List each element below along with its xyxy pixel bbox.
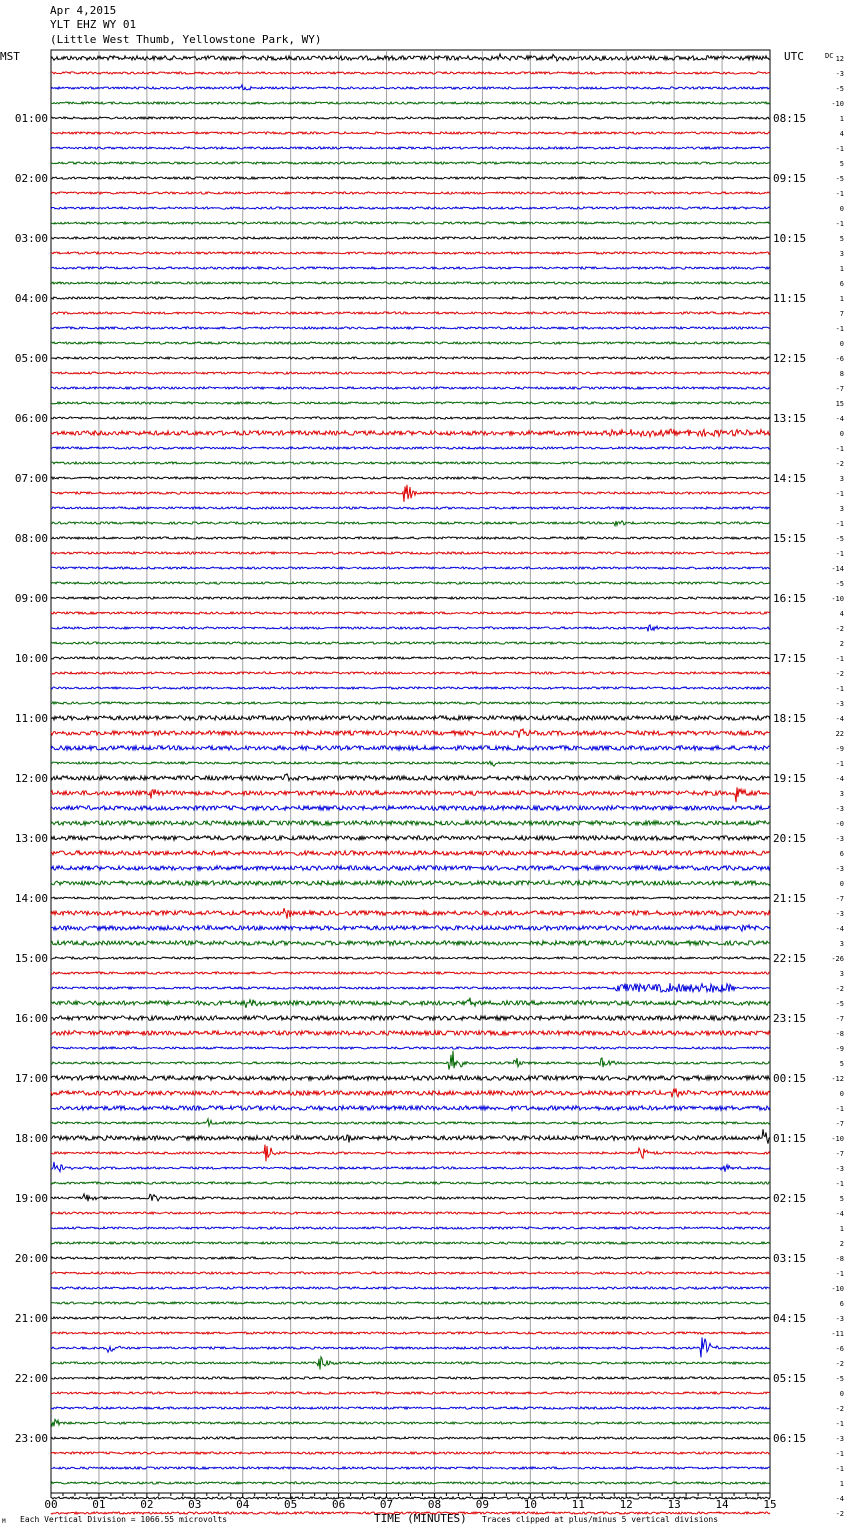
seismic-trace bbox=[51, 147, 770, 149]
right-time-label: 20:15 bbox=[773, 832, 807, 845]
dc-offset-label: -1 bbox=[835, 655, 844, 663]
seismic-trace bbox=[51, 327, 770, 329]
left-time-label: 23:00 bbox=[14, 1432, 48, 1445]
seismic-trace bbox=[51, 312, 770, 314]
seismic-trace bbox=[51, 702, 770, 704]
seismic-trace bbox=[51, 1287, 770, 1289]
seismic-trace bbox=[51, 716, 770, 720]
dc-offset-label: -8 bbox=[835, 1030, 844, 1038]
left-timezone-label: MST bbox=[0, 50, 20, 63]
dc-offset-label: 3 bbox=[839, 505, 844, 513]
seismic-trace bbox=[51, 787, 770, 802]
left-time-label: 08:00 bbox=[14, 532, 48, 545]
seismic-trace bbox=[51, 1242, 770, 1244]
seismic-trace bbox=[51, 866, 770, 870]
dc-offset-label: 5 bbox=[839, 1060, 844, 1068]
seismic-trace bbox=[51, 582, 770, 584]
right-time-label: 00:15 bbox=[773, 1072, 807, 1085]
seismic-trace bbox=[51, 72, 770, 74]
dc-offset-label: 8 bbox=[839, 370, 844, 378]
x-tick-label: 12 bbox=[619, 1498, 633, 1511]
right-time-label: 12:15 bbox=[773, 352, 807, 365]
seismic-trace bbox=[51, 806, 770, 810]
left-time-label: 16:00 bbox=[14, 1012, 48, 1025]
dc-offset-label: 1 bbox=[839, 295, 844, 303]
right-time-label: 08:15 bbox=[773, 112, 807, 125]
seismic-trace bbox=[51, 1452, 770, 1454]
x-tick-label: 13 bbox=[667, 1498, 681, 1511]
dc-offset-label: -3 bbox=[835, 865, 844, 873]
dc-offset-label: -11 bbox=[831, 1330, 844, 1338]
seismic-trace bbox=[51, 851, 770, 855]
dc-offset-label: -3 bbox=[835, 700, 844, 708]
dc-offset-label: -4 bbox=[835, 775, 844, 783]
right-time-label: 21:15 bbox=[773, 892, 807, 905]
right-time-label: 09:15 bbox=[773, 172, 807, 185]
seismic-trace bbox=[51, 462, 770, 464]
dc-offset-label: 3 bbox=[839, 790, 844, 798]
dc-offset-label: -1 bbox=[835, 145, 844, 153]
seismic-trace bbox=[51, 881, 770, 885]
right-time-label: 05:15 bbox=[773, 1372, 807, 1385]
seismic-trace bbox=[51, 998, 770, 1008]
dc-offset-label: 3 bbox=[839, 250, 844, 258]
x-axis-label: TIME (MINUTES) bbox=[374, 1512, 467, 1525]
right-time-label: 02:15 bbox=[773, 1192, 807, 1205]
seismic-trace bbox=[51, 1227, 770, 1229]
right-time-label: 14:15 bbox=[773, 472, 807, 485]
right-timezone-label: UTC bbox=[784, 50, 804, 63]
dc-offset-label: 5 bbox=[839, 235, 844, 243]
dc-offset-label: 2 bbox=[839, 640, 844, 648]
x-tick-label: 05 bbox=[284, 1498, 298, 1511]
x-tick-label: 01 bbox=[92, 1498, 106, 1511]
seismic-trace bbox=[51, 537, 770, 539]
right-time-label: 10:15 bbox=[773, 232, 807, 245]
dc-offset-label: -4 bbox=[835, 1495, 844, 1503]
clip-note: Traces clipped at plus/minus 5 vertical divisions bbox=[482, 1515, 719, 1524]
right-time-label: 23:15 bbox=[773, 1012, 807, 1025]
seismic-trace bbox=[51, 983, 770, 992]
dc-offset-label: -14 bbox=[831, 565, 844, 573]
right-time-label: 11:15 bbox=[773, 292, 807, 305]
dc-offset-label: 12 bbox=[835, 55, 844, 63]
footer-mark: M bbox=[2, 1518, 6, 1525]
x-tick-label: 11 bbox=[571, 1498, 585, 1511]
seismic-trace bbox=[51, 897, 770, 899]
dc-offset-label: -1 bbox=[835, 1420, 844, 1428]
seismic-trace bbox=[51, 477, 770, 479]
seismic-trace bbox=[51, 1076, 770, 1080]
seismic-trace bbox=[51, 222, 770, 224]
seismic-trace bbox=[51, 1182, 770, 1184]
seismic-trace bbox=[51, 925, 770, 931]
dc-offset-label: -3 bbox=[835, 1435, 844, 1443]
seismic-trace bbox=[51, 102, 770, 104]
dc-offset-label: -7 bbox=[835, 895, 844, 903]
seismic-trace bbox=[51, 1419, 770, 1426]
right-time-label: 16:15 bbox=[773, 592, 807, 605]
dc-offset-label: -10 bbox=[831, 595, 844, 603]
dc-offset-label: -5 bbox=[835, 85, 844, 93]
seismic-trace bbox=[51, 908, 770, 919]
dc-offset-label: -3 bbox=[835, 1165, 844, 1173]
dc-offset-label: -1 bbox=[835, 760, 844, 768]
left-time-label: 22:00 bbox=[14, 1372, 48, 1385]
dc-offset-label: 1 bbox=[839, 1480, 844, 1488]
seismic-trace bbox=[51, 447, 770, 449]
dc-offset-label: -3 bbox=[835, 910, 844, 918]
dc-offset-label: -0 bbox=[835, 820, 844, 828]
dc-offset-label: -26 bbox=[831, 955, 844, 963]
dc-offset-label: -1 bbox=[835, 1270, 844, 1278]
seismic-trace bbox=[51, 821, 770, 825]
seismic-trace bbox=[51, 387, 770, 389]
left-time-label: 12:00 bbox=[14, 772, 48, 785]
dc-offset-label: -9 bbox=[835, 1045, 844, 1053]
seismic-trace bbox=[51, 402, 770, 404]
dc-offset-label: -1 bbox=[835, 1105, 844, 1113]
dc-offset-label: 5 bbox=[839, 1195, 844, 1203]
dc-offset-label: 6 bbox=[839, 280, 844, 288]
dc-offset-label: -1 bbox=[835, 445, 844, 453]
dc-offset-label: 15 bbox=[835, 400, 844, 408]
dc-offset-label: 3 bbox=[839, 940, 844, 948]
right-time-label: 19:15 bbox=[773, 772, 807, 785]
dc-offset-label: -10 bbox=[831, 1285, 844, 1293]
seismic-trace bbox=[51, 342, 770, 344]
right-time-label: 06:15 bbox=[773, 1432, 807, 1445]
x-tick-label: 07 bbox=[379, 1498, 394, 1511]
seismic-trace bbox=[51, 957, 770, 959]
seismic-trace bbox=[51, 1106, 770, 1110]
left-time-label: 02:00 bbox=[14, 172, 48, 185]
dc-offset-label: -5 bbox=[835, 1375, 844, 1383]
seismic-trace bbox=[51, 521, 770, 526]
dc-offset-label: -1 bbox=[835, 1180, 844, 1188]
seismic-trace bbox=[51, 1272, 770, 1274]
seismic-trace bbox=[51, 1016, 770, 1020]
seismic-trace bbox=[51, 1257, 770, 1259]
seismic-trace bbox=[51, 642, 770, 644]
seismic-trace bbox=[51, 282, 770, 284]
left-time-label: 15:00 bbox=[14, 952, 48, 965]
right-time-label: 04:15 bbox=[773, 1312, 807, 1325]
seismic-trace bbox=[51, 297, 770, 299]
dc-offset-label: -7 bbox=[835, 1120, 844, 1128]
dc-offset-label: -1 bbox=[835, 1450, 844, 1458]
seismic-trace bbox=[51, 132, 770, 134]
dc-offset-label: 3 bbox=[839, 970, 844, 978]
seismic-trace bbox=[51, 567, 770, 569]
seismic-trace bbox=[51, 625, 770, 632]
x-tick-label: 04 bbox=[236, 1498, 250, 1511]
dc-offset-label: -4 bbox=[835, 715, 844, 723]
dc-offset-label: -10 bbox=[831, 100, 844, 108]
seismic-trace bbox=[51, 552, 770, 554]
station-location: (Little West Thumb, Yellowstone Park, WY) bbox=[50, 33, 322, 46]
dc-offset-label: -2 bbox=[835, 985, 844, 993]
dc-offset-label: -10 bbox=[831, 1135, 844, 1143]
dc-offset-label: -5 bbox=[835, 580, 844, 588]
x-tick-label: 09 bbox=[475, 1498, 490, 1511]
dc-offset-label: 6 bbox=[839, 850, 844, 858]
left-time-label: 17:00 bbox=[14, 1072, 48, 1085]
dc-offset-label: -1 bbox=[835, 220, 844, 228]
x-tick-label: 08 bbox=[427, 1498, 442, 1511]
seismic-trace bbox=[51, 372, 770, 374]
seismic-trace bbox=[51, 1302, 770, 1304]
scale-note: Each Vertical Division = 1066.55 microvolts bbox=[20, 1515, 228, 1524]
dc-offset-label: -2 bbox=[835, 1360, 844, 1368]
seismic-trace bbox=[51, 207, 770, 209]
dc-offset-label: -8 bbox=[835, 1255, 844, 1263]
seismic-trace bbox=[51, 729, 770, 738]
seismic-trace bbox=[51, 267, 770, 269]
seismic-trace bbox=[51, 1482, 770, 1484]
dc-offset-label: -3 bbox=[835, 805, 844, 813]
seismic-trace bbox=[51, 417, 770, 419]
dc-offset-label: -7 bbox=[835, 385, 844, 393]
left-time-label: 10:00 bbox=[14, 652, 48, 665]
dc-offset-label: -2 bbox=[835, 460, 844, 468]
seismic-trace bbox=[51, 1129, 770, 1143]
dc-offset-label: 1 bbox=[839, 1225, 844, 1233]
seismic-trace bbox=[51, 429, 770, 437]
x-tick-label: 14 bbox=[715, 1498, 729, 1511]
seismic-trace bbox=[51, 252, 770, 254]
seismic-trace bbox=[51, 972, 770, 974]
seismic-trace bbox=[51, 761, 770, 766]
x-tick-label: 00 bbox=[44, 1498, 58, 1511]
seismic-trace bbox=[51, 1497, 770, 1499]
dc-offset-label: -1 bbox=[835, 490, 844, 498]
seismic-trace bbox=[51, 85, 770, 90]
dc-offset-label: 4 bbox=[839, 610, 844, 618]
right-time-label: 17:15 bbox=[773, 652, 807, 665]
dc-offset-label: -3 bbox=[835, 835, 844, 843]
dc-offset-label: -12 bbox=[831, 1075, 844, 1083]
seismic-trace bbox=[51, 836, 770, 840]
dc-offset-label: -3 bbox=[835, 70, 844, 78]
left-time-label: 11:00 bbox=[14, 712, 48, 725]
left-time-label: 04:00 bbox=[14, 292, 48, 305]
left-time-label: 14:00 bbox=[14, 892, 48, 905]
left-time-label: 13:00 bbox=[14, 832, 48, 845]
left-time-label: 18:00 bbox=[14, 1132, 48, 1145]
dc-offset-label: -7 bbox=[835, 1015, 844, 1023]
x-tick-label: 06 bbox=[331, 1498, 346, 1511]
dc-offset-label: -4 bbox=[835, 415, 844, 423]
seismic-trace bbox=[51, 672, 770, 674]
dc-offset-label: -5 bbox=[835, 535, 844, 543]
seismic-trace bbox=[51, 1194, 770, 1201]
dc-offset-label: 5 bbox=[839, 160, 844, 168]
right-time-label: 03:15 bbox=[773, 1252, 807, 1265]
dc-offset-label: 6 bbox=[839, 1300, 844, 1308]
seismic-trace bbox=[51, 192, 770, 194]
dc-offset-label: -7 bbox=[835, 1150, 844, 1158]
seismic-trace bbox=[51, 117, 770, 119]
seismic-trace bbox=[51, 485, 770, 502]
dc-offset-label: -4 bbox=[835, 925, 844, 933]
seismic-trace bbox=[51, 1392, 770, 1394]
left-time-label: 09:00 bbox=[14, 592, 48, 605]
seismic-trace bbox=[51, 1162, 770, 1172]
dc-offset-label: -1 bbox=[835, 550, 844, 558]
dc-offset-label: 0 bbox=[839, 880, 844, 888]
seismic-trace bbox=[51, 1031, 770, 1035]
seismic-trace bbox=[51, 507, 770, 509]
dc-offset-label: 0 bbox=[839, 1090, 844, 1098]
right-time-label: 13:15 bbox=[773, 412, 807, 425]
seismic-trace bbox=[51, 1047, 770, 1049]
dc-offset-label: -5 bbox=[835, 175, 844, 183]
dc-offset-label: -6 bbox=[835, 1345, 844, 1353]
x-tick-label: 10 bbox=[523, 1498, 537, 1511]
dc-offset-label: -1 bbox=[835, 190, 844, 198]
left-time-label: 19:00 bbox=[14, 1192, 48, 1205]
dc-offset-label: -2 bbox=[835, 625, 844, 633]
seismic-trace bbox=[51, 177, 770, 179]
seismic-trace bbox=[51, 1051, 770, 1070]
dc-offset-label: -9 bbox=[835, 745, 844, 753]
dc-offset-label: -3 bbox=[835, 1315, 844, 1323]
dc-offset-label: -5 bbox=[835, 1000, 844, 1008]
seismic-trace bbox=[51, 597, 770, 599]
seismic-trace bbox=[51, 162, 770, 164]
seismic-trace bbox=[51, 1119, 770, 1126]
x-tick-label: 02 bbox=[140, 1498, 154, 1511]
dc-offset-label: 7 bbox=[839, 310, 844, 318]
seismic-trace bbox=[51, 1145, 770, 1162]
right-time-label: 18:15 bbox=[773, 712, 807, 725]
right-time-label: 15:15 bbox=[773, 532, 807, 545]
seismic-trace bbox=[51, 1337, 770, 1357]
dc-offset-label: -1 bbox=[835, 1465, 844, 1473]
dc-offset-label: -2 bbox=[835, 1405, 844, 1413]
right-time-label: 22:15 bbox=[773, 952, 807, 965]
dc-offset-label: 0 bbox=[839, 205, 844, 213]
x-tick-label: 03 bbox=[188, 1498, 202, 1511]
seismic-trace bbox=[51, 1212, 770, 1214]
dc-offset-label: -1 bbox=[835, 520, 844, 528]
right-time-label: 01:15 bbox=[773, 1132, 807, 1145]
seismic-trace bbox=[51, 1357, 770, 1370]
left-time-label: 06:00 bbox=[14, 412, 48, 425]
dc-offset-label: 1 bbox=[839, 115, 844, 123]
seismic-trace bbox=[51, 54, 770, 61]
dc-offset-label: 0 bbox=[839, 1390, 844, 1398]
seismic-trace bbox=[51, 1407, 770, 1409]
dc-offset-label: -1 bbox=[835, 325, 844, 333]
seismic-trace bbox=[51, 1317, 770, 1319]
seismic-trace bbox=[51, 237, 770, 239]
dc-offset-label: -1 bbox=[835, 685, 844, 693]
left-time-label: 01:00 bbox=[14, 112, 48, 125]
seismic-trace bbox=[51, 746, 770, 750]
dc-offset-label: 3 bbox=[839, 475, 844, 483]
seismic-trace bbox=[51, 612, 770, 614]
seismic-trace bbox=[51, 687, 770, 689]
dc-offset-label: 1 bbox=[839, 265, 844, 273]
dc-offset-label: -2 bbox=[835, 1510, 844, 1518]
dc-offset-label: 0 bbox=[839, 430, 844, 438]
left-time-label: 20:00 bbox=[14, 1252, 48, 1265]
seismic-trace bbox=[51, 357, 770, 359]
seismic-trace bbox=[51, 1377, 770, 1379]
seismic-trace bbox=[51, 941, 770, 945]
dc-offset-label: 4 bbox=[839, 130, 844, 138]
dc-header-label: DC bbox=[825, 52, 834, 60]
left-time-label: 21:00 bbox=[14, 1312, 48, 1325]
dc-offset-label: 2 bbox=[839, 1240, 844, 1248]
dc-offset-label: 0 bbox=[839, 340, 844, 348]
station-code: YLT EHZ WY 01 bbox=[50, 18, 137, 31]
dc-offset-label: -2 bbox=[835, 670, 844, 678]
seismic-trace bbox=[51, 1437, 770, 1439]
seismic-trace bbox=[51, 1332, 770, 1334]
dc-offset-label: -4 bbox=[835, 1210, 844, 1218]
seismic-trace bbox=[51, 657, 770, 659]
left-time-label: 07:00 bbox=[14, 472, 48, 485]
seismic-trace bbox=[51, 774, 770, 781]
seismic-trace bbox=[51, 1467, 770, 1469]
x-tick-label: 15 bbox=[763, 1498, 777, 1511]
dc-offset-label: 22 bbox=[835, 730, 844, 738]
left-time-label: 05:00 bbox=[14, 352, 48, 365]
left-time-label: 03:00 bbox=[14, 232, 48, 245]
seismic-trace bbox=[51, 1088, 770, 1097]
plot-date: Apr 4,2015 bbox=[50, 4, 117, 17]
dc-offset-label: -6 bbox=[835, 355, 844, 363]
